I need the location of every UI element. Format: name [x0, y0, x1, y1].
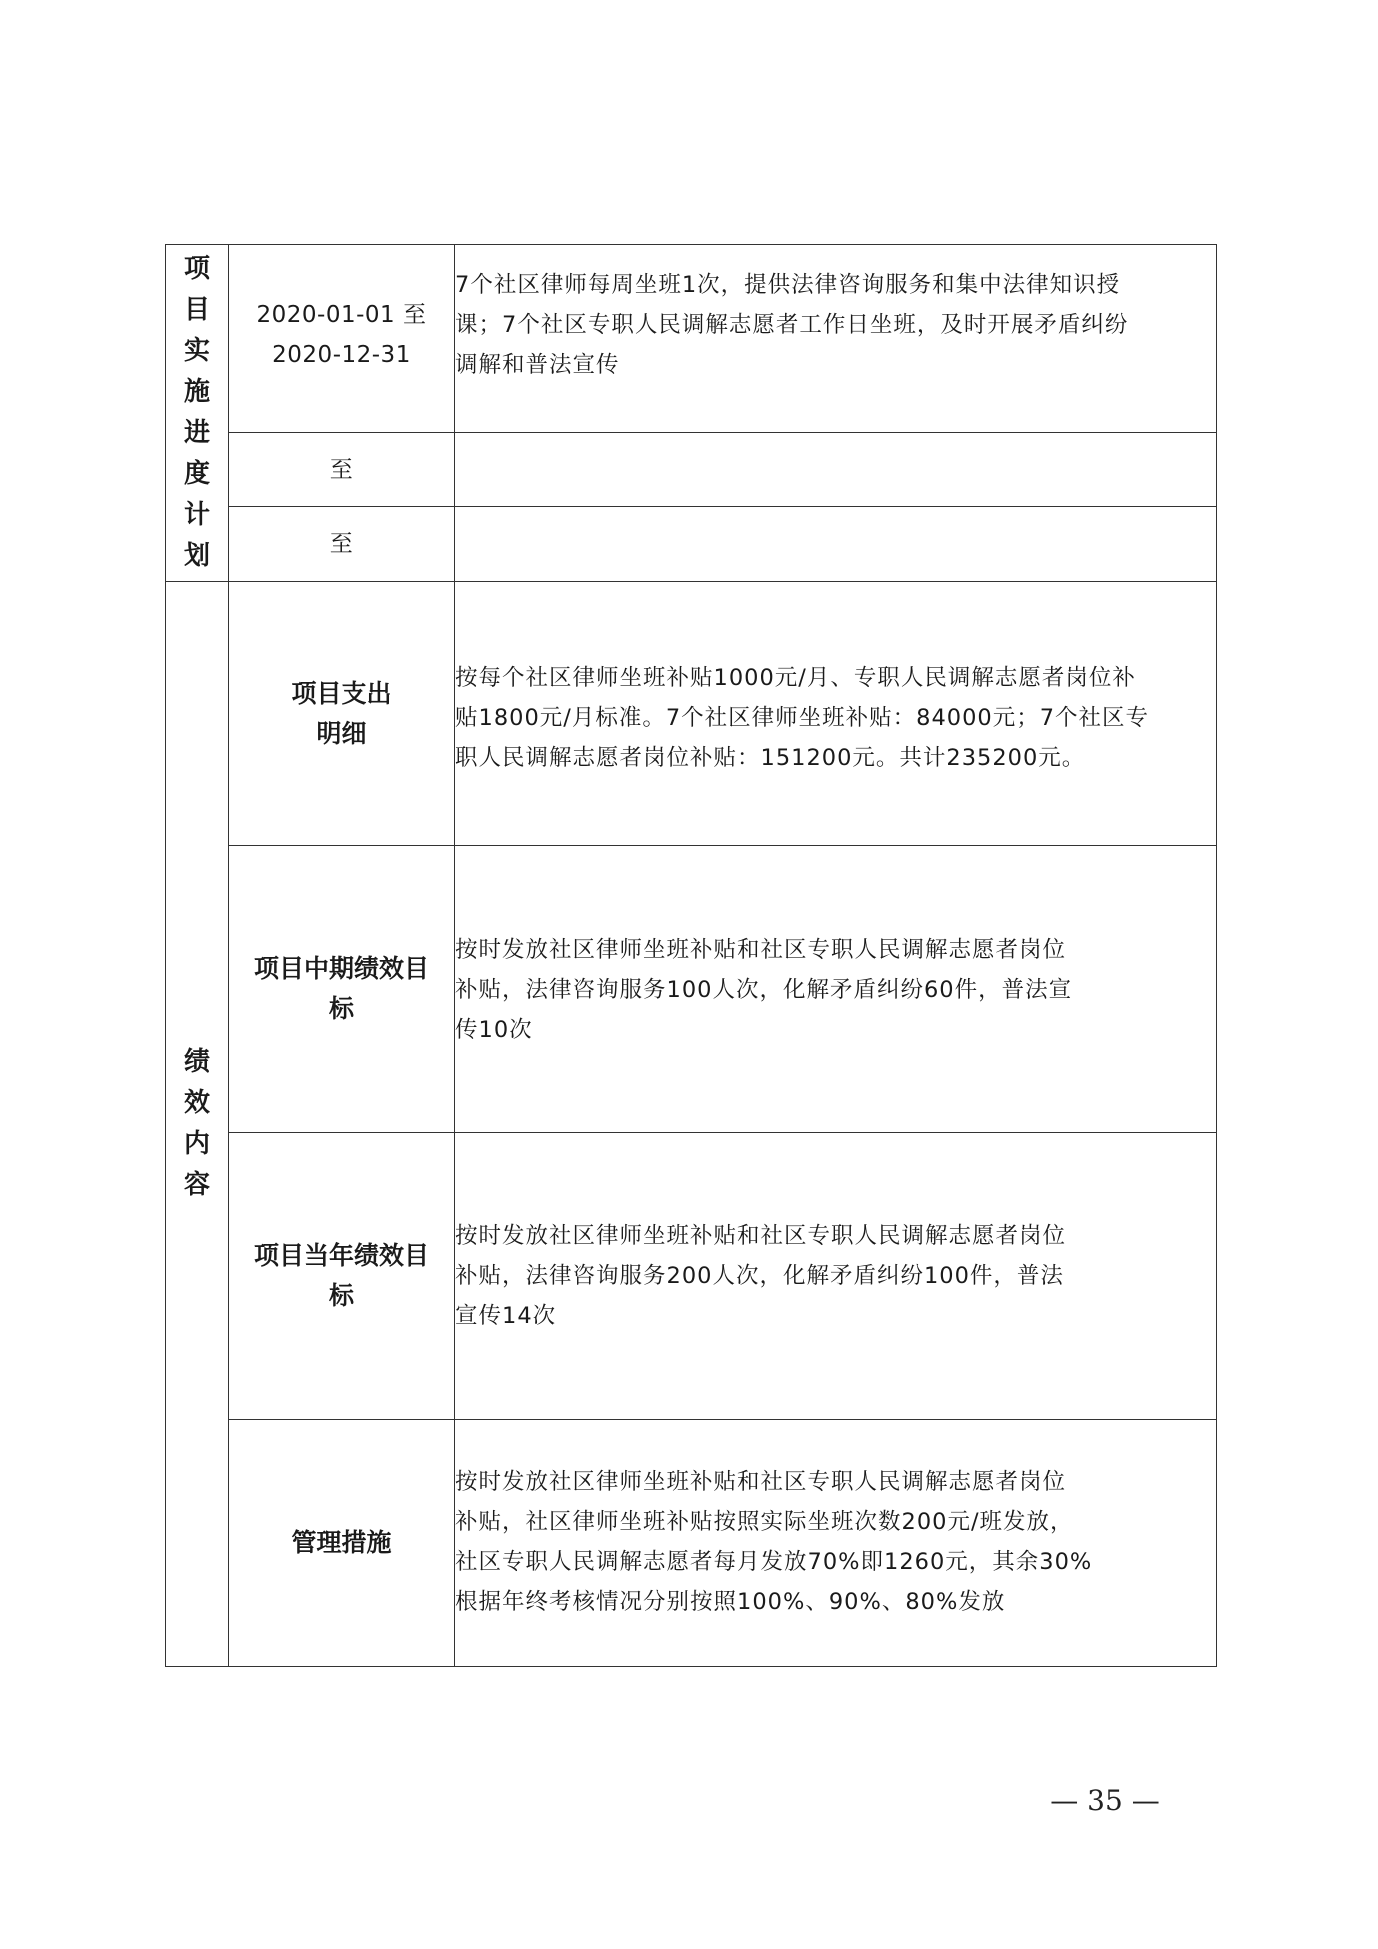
- schedule-date-range: 至: [229, 507, 455, 582]
- performance-section-label: 绩 效 内 容: [166, 582, 229, 1667]
- project-table: [165, 244, 1217, 1667]
- schedule-row: [166, 245, 1217, 433]
- management-measures-label: 管理措施: [229, 1420, 455, 1667]
- performance-row: [166, 1420, 1217, 1667]
- schedule-date-range: 2020-01-01 至 2020-12-31: [229, 245, 455, 433]
- midterm-target-content: 按时发放社区律师坐班补贴和社区专职人民调解志愿者岗位 补贴，法律咨询服务100人次，化解矛盾纠纷60件，普法宣 传10次: [455, 846, 1217, 1133]
- schedule-content: 7个社区律师每周坐班1次，提供法律咨询服务和集中法律知识授 课；7个社区专职人民调解志愿者工作日坐班，及时开展矛盾纠纷 调解和普法宣传: [455, 245, 1217, 433]
- management-measures-content: 按时发放社区律师坐班补贴和社区专职人民调解志愿者岗位 补贴，社区律师坐班补贴按照实际坐班次数200元/班发放， 社区专职人民调解志愿者每月发放70%即1260元，其余30% 根据年终考核情况分别按照100%、90%、80%发放: [455, 1420, 1217, 1667]
- performance-row: [166, 846, 1217, 1133]
- schedule-content: [455, 507, 1217, 582]
- midterm-target-label: 项目中期绩效目 标: [229, 846, 455, 1133]
- schedule-date-range: 至: [229, 433, 455, 507]
- annual-target-label: 项目当年绩效目 标: [229, 1133, 455, 1420]
- schedule-content: [455, 433, 1217, 507]
- annual-target-content: 按时发放社区律师坐班补贴和社区专职人民调解志愿者岗位 补贴，法律咨询服务200人次，化解矛盾纠纷100件，普法 宣传14次: [455, 1133, 1217, 1420]
- schedule-section-label: 项 目 实 施 进 度 计 划: [166, 245, 229, 582]
- schedule-row: [166, 433, 1217, 507]
- schedule-row: [166, 507, 1217, 582]
- page-number: — 35 —: [1050, 1784, 1160, 1817]
- expenditure-detail-label: 项目支出 明细: [229, 582, 455, 846]
- performance-row: [166, 1133, 1217, 1420]
- performance-row: [166, 582, 1217, 846]
- expenditure-detail-content: 按每个社区律师坐班补贴1000元/月、专职人民调解志愿者岗位补 贴1800元/月标准。7个社区律师坐班补贴：84000元；7个社区专 职人民调解志愿者岗位补贴：151200元。共计235200元。: [455, 582, 1217, 846]
